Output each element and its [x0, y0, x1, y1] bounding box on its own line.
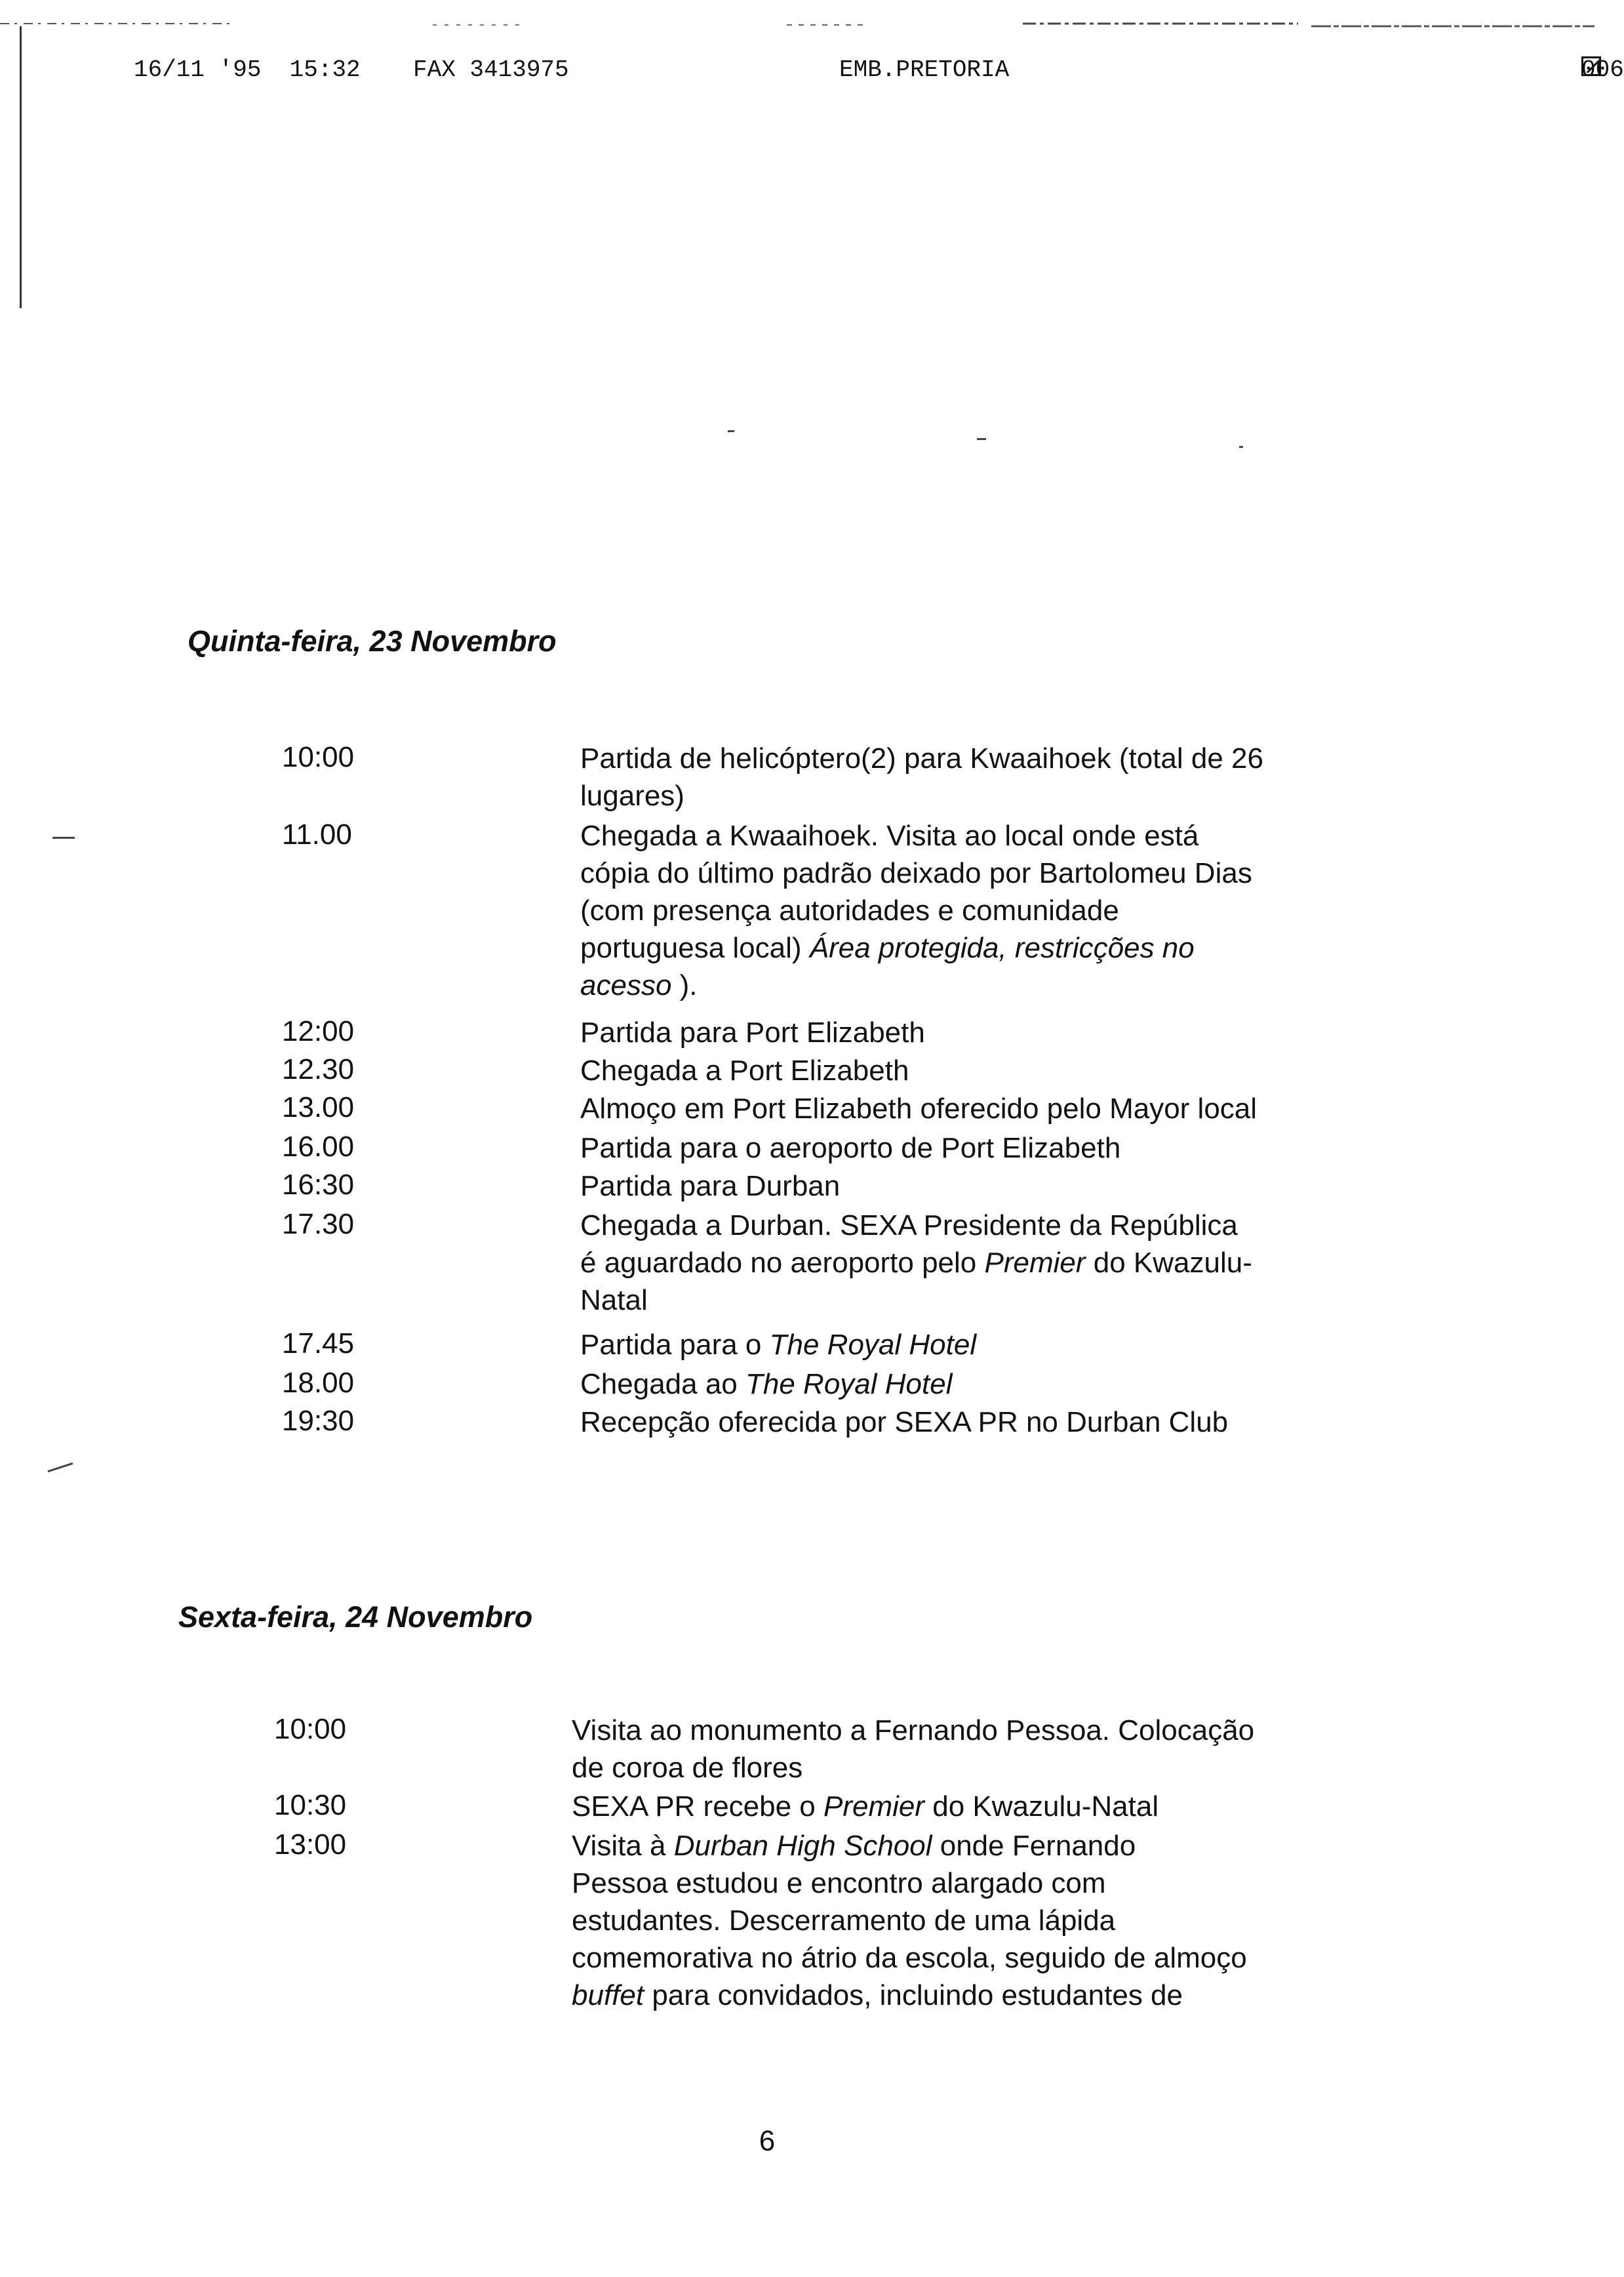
entry-time: 12:00 — [282, 1015, 355, 1047]
italic-text: buffet — [572, 1979, 644, 2011]
entry-description — [580, 1129, 1120, 1167]
description-line: portuguesa local) Área protegida, restricções no — [580, 932, 1195, 964]
description-line: Almoço em Port Elizabeth oferecido pelo Mayor local — [580, 1093, 1258, 1125]
entry-time: 10:00 — [274, 1713, 347, 1745]
entry-description — [580, 1090, 1257, 1127]
entry-description — [580, 1167, 840, 1205]
page-number: 6 — [759, 2125, 776, 2157]
description-line: Chegada a Port Elizabeth — [580, 1055, 909, 1087]
description-line: acesso ). — [580, 969, 698, 1001]
description-line: buffet para convidados, incluindo estudantes de — [572, 1979, 1183, 2011]
scan-speck — [1239, 446, 1243, 448]
scan-edge-line — [20, 26, 22, 308]
entry-description — [580, 1014, 925, 1051]
entry-description — [580, 1365, 952, 1403]
entry-time: 12.30 — [282, 1053, 355, 1085]
entry-description — [580, 817, 1252, 1004]
italic-text: The Royal Hotel — [769, 1329, 977, 1361]
entry-description — [572, 1788, 1159, 1825]
entry-time: 16:30 — [282, 1169, 355, 1201]
entry-time: 19:30 — [282, 1405, 355, 1437]
entry-time: 11.00 — [282, 818, 352, 851]
description-line: comemorativa no átrio da escola, seguido de almoço — [572, 1942, 1247, 1974]
entry-time: 16.00 — [282, 1131, 355, 1163]
scan-speck — [977, 438, 986, 440]
description-line: estudantes. Descerramento de uma lápida — [572, 1904, 1116, 1937]
entry-time: 10:30 — [274, 1789, 347, 1821]
description-line: é aguardado no aeroporto pelo Premier do Kwazulu- — [580, 1247, 1252, 1279]
fax-transmission-header — [85, 56, 1624, 96]
description-line: Partida para o The Royal Hotel — [580, 1329, 977, 1361]
entry-description — [580, 740, 1263, 815]
italic-text: Premier — [823, 1790, 925, 1823]
italic-text: acesso — [580, 969, 672, 1001]
entry-description — [572, 1827, 1247, 2014]
day-heading-thursday: Quinta-feira, 23 Novembro — [188, 624, 557, 658]
description-line: Partida para Durban — [580, 1170, 841, 1202]
fax-page-code: 006 — [1581, 56, 1624, 83]
description-line: Recepção oferecida por SEXA PR no Durban Club — [580, 1406, 1229, 1438]
description-line: Pessoa estudou e encontro alargado com — [572, 1867, 1106, 1899]
entry-time: 18.00 — [282, 1367, 355, 1399]
description-line: Visita ao monumento a Fernando Pessoa. Colocação — [572, 1714, 1255, 1746]
entry-description — [580, 1052, 909, 1089]
description-line: de coroa de flores — [572, 1752, 803, 1784]
description-line: Partida para o aeroporto de Port Elizabeth — [580, 1132, 1121, 1164]
italic-text: Durban High School — [673, 1830, 932, 1862]
description-line: cópia do último padrão deixado por Bartolomeu Dias — [580, 857, 1252, 889]
entry-time: 10:00 — [282, 741, 355, 773]
entry-description — [580, 1326, 976, 1363]
scan-noise-top — [0, 17, 1594, 30]
description-line: Chegada ao The Royal Hotel — [580, 1368, 953, 1400]
description-line: lugares) — [580, 780, 684, 812]
entry-description — [580, 1403, 1228, 1441]
description-line: SEXA PR recebe o Premier do Kwazulu-Natal — [572, 1790, 1159, 1823]
scan-speck — [52, 837, 75, 839]
scan-speck — [48, 1462, 73, 1472]
fax-number: FAX 3413975 — [413, 56, 569, 83]
entry-description — [580, 1207, 1252, 1319]
description-line: Chegada a Kwaaihoek. Visita ao local onde está — [580, 820, 1199, 852]
fax-sender: EMB.PRETORIA — [839, 56, 1010, 83]
entry-time: 17.45 — [282, 1327, 355, 1360]
italic-text: Premier — [984, 1247, 1086, 1279]
day-heading-friday: Sexta-feira, 24 Novembro — [178, 1600, 533, 1634]
entry-time: 13.00 — [282, 1091, 355, 1123]
description-line: Natal — [580, 1284, 648, 1316]
italic-text: Área protegida, restricções no — [809, 932, 1195, 964]
description-line: Partida de helicóptero(2) para Kwaaihoek (total de 26 — [580, 742, 1263, 775]
italic-text: The Royal Hotel — [745, 1368, 953, 1400]
entry-description — [572, 1712, 1254, 1786]
fax-date-time: 16/11 '95 15:32 — [134, 56, 361, 83]
entry-time: 13:00 — [274, 1828, 347, 1861]
description-line: Visita à Durban High School onde Fernando — [572, 1830, 1136, 1862]
description-line: Partida para Port Elizabeth — [580, 1017, 925, 1049]
entry-time: 17.30 — [282, 1208, 355, 1240]
scan-speck — [728, 430, 734, 432]
description-line: Chegada a Durban. SEXA Presidente da República — [580, 1209, 1238, 1241]
description-line: (com presença autoridades e comunidade — [580, 895, 1119, 927]
